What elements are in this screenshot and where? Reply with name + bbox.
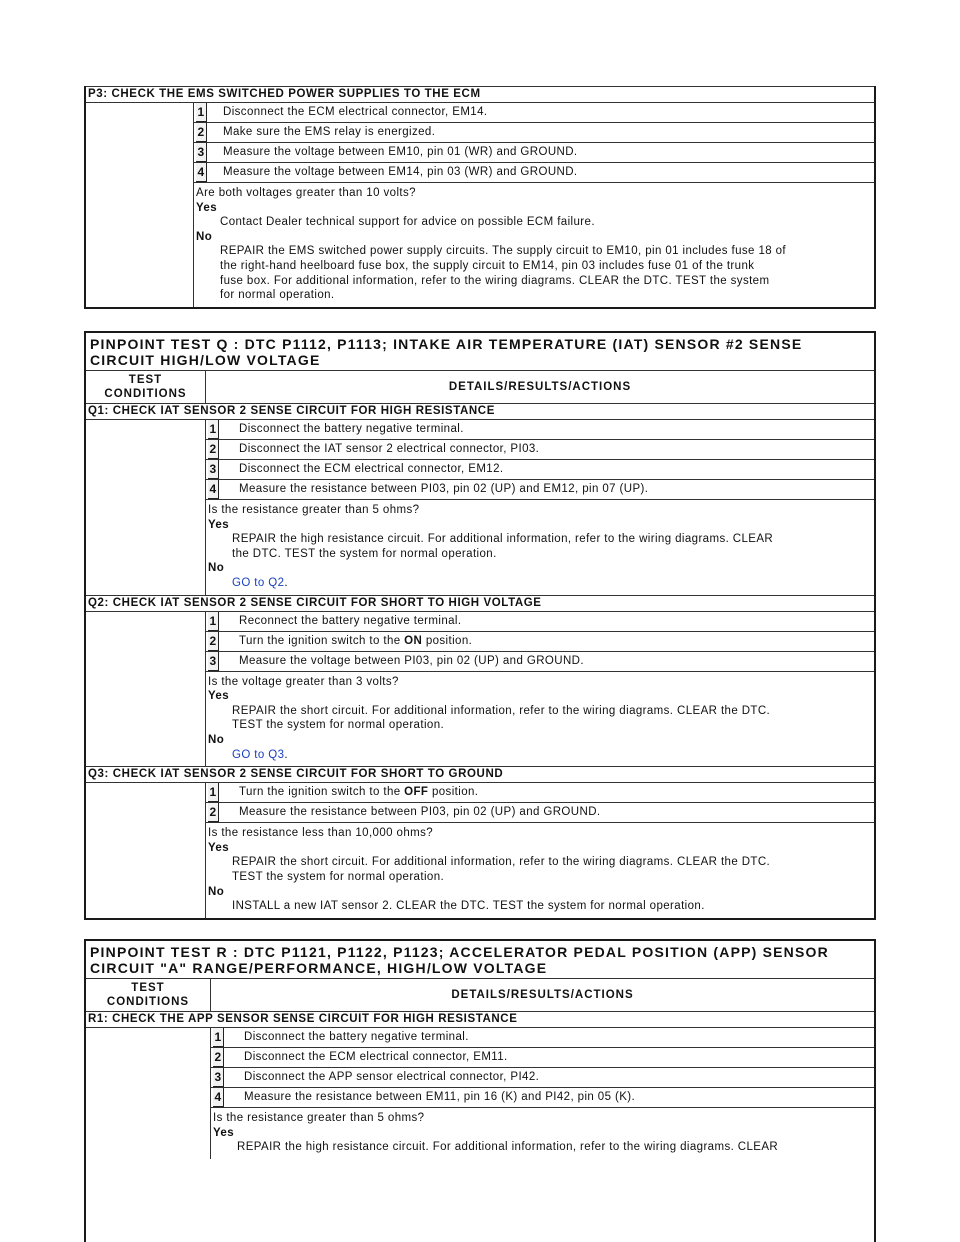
q2-title: Q2: CHECK IAT SENSOR 2 SENSE CIRCUIT FOR SHORT TO HIGH VOLTAGE: [86, 596, 874, 612]
result-question: Are both voltages greater than 10 volts?: [196, 187, 416, 199]
yes-action-line: TEST the system for normal operation.: [232, 719, 445, 732]
step-text-part: position.: [428, 786, 479, 799]
q1-body-row: [86, 420, 874, 596]
no-label: No: [208, 885, 225, 898]
yes-action-line: the DTC. TEST the system for normal operation.: [232, 547, 497, 560]
step-number: 1: [213, 1028, 224, 1047]
r1-result: [211, 1108, 874, 1159]
step-text: Disconnect the battery negative terminal.: [239, 423, 464, 435]
step: [206, 652, 874, 672]
step-text: Reconnect the battery negative terminal.: [239, 614, 462, 627]
q3-conditions-cell: [86, 783, 206, 918]
step-text: Make sure the EMS relay is energized.: [223, 126, 436, 138]
q1-title: Q1: CHECK IAT SENSOR 2 SENSE CIRCUIT FOR HIGH RESISTANCE: [86, 404, 874, 420]
step: [206, 632, 874, 652]
step-number: 3: [208, 652, 219, 671]
step-number: 2: [208, 632, 219, 651]
test-q-title-line: PINPOINT TEST Q : DTC P1112, P1113; INTAKE AIR TEMPERATURE (IAT) SENSOR #2 SENSE: [90, 336, 803, 352]
step-text: Disconnect the battery negative terminal.: [244, 1031, 469, 1043]
step-number: 4: [213, 1088, 224, 1107]
step-number: 1: [208, 612, 219, 631]
r1-title: R1: CHECK THE APP SENSOR SENSE CIRCUIT FOR HIGH RESISTANCE: [86, 1012, 874, 1028]
step: [206, 420, 874, 440]
step-text: Measure the resistance between PI03, pin 02 (UP) and GROUND.: [239, 806, 601, 819]
p3-details-cell: [194, 103, 874, 307]
r1-details-cell: [211, 1028, 874, 1159]
step-number: 2: [196, 123, 207, 142]
p3-conditions-cell: [86, 103, 194, 307]
step: [206, 480, 874, 500]
header-details: DETAILS/RESULTS/ACTIONS: [451, 989, 634, 1001]
p3-block: [84, 86, 876, 309]
p3-result: [194, 183, 874, 307]
p3-title: P3: CHECK THE EMS SWITCHED POWER SUPPLIES TO THE ECM: [86, 86, 874, 103]
step: [211, 1088, 874, 1108]
q1-details-cell: [206, 420, 874, 595]
header-text: CONDITIONS: [104, 388, 187, 400]
step: [206, 612, 874, 632]
yes-label: Yes: [196, 201, 218, 214]
step-number: 3: [213, 1068, 224, 1087]
header-test-conditions: [86, 371, 206, 403]
q2-conditions-cell: [86, 612, 206, 767]
result-question: Is the resistance greater than 5 ohms?: [213, 1112, 425, 1124]
r1-body-row: [86, 1028, 874, 1159]
result-question: Is the resistance less than 10,000 ohms?: [208, 827, 434, 840]
test-r-title: [86, 941, 874, 979]
step-text: Measure the resistance between EM11, pin 16 (K) and PI42, pin 05 (K).: [244, 1091, 636, 1103]
link-punctuation: .: [284, 576, 289, 589]
step-text-part: position.: [422, 634, 473, 647]
no-action-line: for normal operation.: [220, 289, 335, 302]
step: [206, 460, 874, 480]
p3-body-row: [86, 103, 874, 307]
header-text: TEST: [128, 374, 163, 386]
yes-action-line: REPAIR the high resistance circuit. For additional information, refer to the wiring diagrams. CLEAR: [232, 533, 774, 546]
no-action-line: fuse box. For additional information, refer to the wiring diagrams. CLEAR the DTC. TEST the system: [220, 274, 770, 287]
yes-action-line: TEST the system for normal operation.: [232, 870, 445, 883]
test-q-title-line: CIRCUIT HIGH/LOW VOLTAGE: [90, 352, 321, 368]
no-label: No: [196, 230, 213, 243]
link-punctuation: .: [284, 748, 289, 761]
step: [206, 803, 874, 823]
yes-label: Yes: [208, 518, 230, 531]
yes-label: Yes: [208, 690, 230, 703]
step-number: 1: [196, 103, 207, 122]
q3-details-cell: [206, 783, 874, 918]
step: [194, 143, 874, 163]
step-number: 1: [208, 783, 219, 802]
step: [194, 123, 874, 143]
test-r-title-line: PINPOINT TEST R : DTC P1121, P1122, P1123; ACCELERATOR PEDAL POSITION (APP) SENSOR: [90, 944, 829, 960]
header-text: TEST: [131, 982, 165, 994]
step-text: Disconnect the APP sensor electrical connector, PI42.: [244, 1071, 540, 1083]
test-r-title-line: CIRCUIT "A" RANGE/PERFORMANCE, HIGH/LOW VOLTAGE: [90, 960, 548, 976]
step-text: Disconnect the ECM electrical connector, EM12.: [239, 463, 504, 475]
yes-action: Contact Dealer technical support for advice on possible ECM failure.: [220, 216, 595, 229]
step-number: 2: [208, 440, 219, 459]
q2-result: [206, 672, 874, 767]
step-text: Disconnect the ECM electrical connector, EM11.: [244, 1051, 508, 1063]
q3-result: [206, 823, 874, 918]
step-number: 3: [208, 460, 219, 479]
step-number: 1: [208, 420, 219, 439]
step-text: Measure the voltage between EM10, pin 01 (WR) and GROUND.: [223, 146, 578, 158]
yes-action-line: REPAIR the short circuit. For additional information, refer to the wiring diagrams. CLEAR the DTC.: [232, 704, 771, 717]
step-number: 2: [208, 803, 219, 822]
no-action: [208, 576, 871, 591]
step: [206, 440, 874, 460]
goto-q2-link[interactable]: GO to Q2: [232, 576, 285, 589]
step-number: 4: [208, 480, 219, 499]
result-question: Is the resistance greater than 5 ohms?: [208, 504, 420, 516]
step-number: 3: [196, 143, 207, 162]
step-text: Measure the voltage between PI03, pin 02 (UP) and GROUND.: [239, 654, 584, 667]
q2-body-row: [86, 612, 874, 768]
no-action: [208, 748, 871, 763]
result-question: Is the voltage greater than 3 volts?: [208, 675, 399, 688]
no-action-line: REPAIR the EMS switched power supply circuits. The supply circuit to EM10, pin 01 includes fuse 18 of: [220, 245, 787, 258]
no-action-line: the right-hand heelboard fuse box, the supply circuit to EM14, pin 03 includes fuse 01 of the trunk: [220, 259, 755, 272]
no-action: INSTALL a new IAT sensor 2. CLEAR the DTC. TEST the system for normal operation.: [232, 900, 705, 913]
no-label: No: [208, 562, 225, 575]
step: [194, 103, 874, 123]
header-text: CONDITIONS: [106, 996, 190, 1008]
step-text-bold: OFF: [404, 786, 429, 799]
step: [211, 1028, 874, 1048]
step-text-part: Turn the ignition switch to the: [239, 634, 405, 647]
step-text-bold: ON: [404, 634, 423, 647]
q2-details-cell: [206, 612, 874, 767]
r1-conditions-cell: [86, 1028, 211, 1159]
header-details: DETAILS/RESULTS/ACTIONS: [448, 381, 632, 393]
step: [206, 783, 874, 803]
step: [211, 1048, 874, 1068]
step-text-part: Turn the ignition switch to the: [239, 786, 405, 799]
yes-action-line: REPAIR the short circuit. For additional information, refer to the wiring diagrams. CLEAR the DTC.: [232, 856, 771, 869]
step-text: Measure the voltage between EM14, pin 03 (WR) and GROUND.: [223, 166, 578, 178]
step: [194, 163, 874, 183]
yes-action-line: REPAIR the high resistance circuit. For additional information, refer to the wiring diagrams. CLEAR: [237, 1141, 779, 1154]
pinpoint-test-r: [84, 939, 876, 1242]
step-text: Disconnect the ECM electrical connector, EM14.: [223, 106, 488, 118]
yes-label: Yes: [213, 1126, 235, 1139]
no-label: No: [208, 733, 225, 746]
table-header: [86, 371, 874, 404]
step-text: Disconnect the IAT sensor 2 electrical connector, PI03.: [239, 443, 540, 455]
step-text: [219, 783, 478, 802]
yes-label: Yes: [208, 841, 230, 854]
step-number: 2: [213, 1048, 224, 1067]
step-text: Measure the resistance between PI03, pin 02 (UP) and EM12, pin 07 (UP).: [239, 483, 649, 495]
step-number: 4: [196, 163, 207, 182]
header-test-conditions: [86, 979, 211, 1011]
q3-body-row: [86, 783, 874, 918]
step: [211, 1068, 874, 1088]
step-text: [219, 632, 472, 651]
q1-conditions-cell: [86, 420, 206, 595]
pinpoint-test-q: [84, 331, 876, 920]
q3-title: Q3: CHECK IAT SENSOR 2 SENSE CIRCUIT FOR SHORT TO GROUND: [86, 767, 874, 783]
test-q-title: [86, 333, 874, 371]
table-header: [86, 979, 874, 1012]
q1-result: [206, 500, 874, 595]
goto-q3-link[interactable]: GO to Q3: [232, 748, 285, 761]
